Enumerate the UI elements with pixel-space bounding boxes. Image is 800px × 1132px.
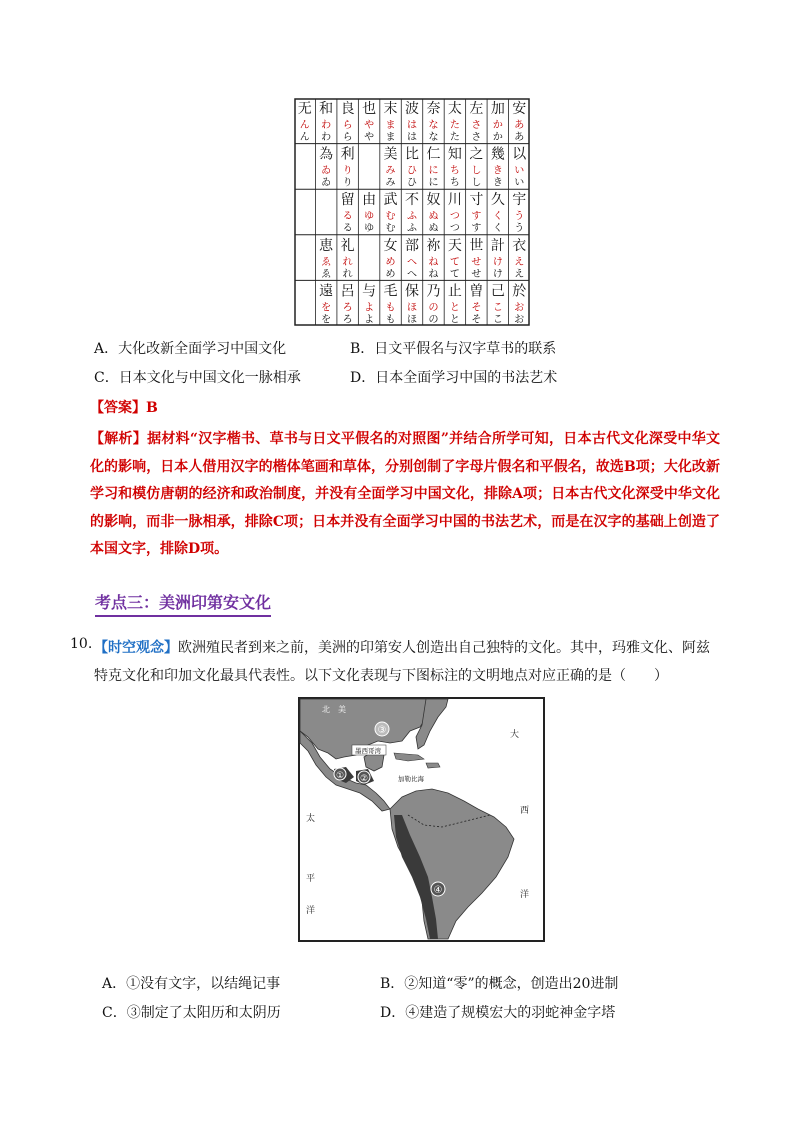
kana-cursive: め [385, 256, 396, 268]
kana-cursive: ゐ [321, 165, 332, 177]
kana-hiragana: て [449, 268, 460, 280]
question-stem [94, 634, 720, 690]
kana-kanji: 毛 [383, 283, 398, 300]
kana-hiragana: へ [407, 268, 417, 280]
kana-kanji: 知 [447, 146, 462, 163]
kana-kanji: 為 [319, 146, 334, 163]
kana-hiragana: さ [471, 132, 482, 143]
kana-kanji: 世 [469, 237, 484, 254]
kana-kanji: 川 [447, 192, 462, 209]
q10-option-c: C．③制定了太阳历和太阴历 [102, 1005, 281, 1021]
kana-hiragana: き [492, 177, 503, 189]
kana-hiragana: め [385, 268, 396, 280]
kana-hiragana: し [471, 177, 482, 189]
kana-hiragana: の [428, 314, 439, 326]
kana-kanji: 良 [340, 101, 355, 117]
kana-hiragana: み [385, 177, 396, 189]
kana-kanji: 礼 [340, 237, 355, 254]
kana-kanji: 於 [512, 283, 527, 300]
kana-kanji: 奴 [426, 192, 441, 209]
kana-hiragana: む [385, 223, 396, 235]
q9-option-c: C．日本文化与中国文化一脉相承 [94, 370, 301, 386]
kana-kanji: 止 [447, 283, 462, 300]
marker-3-label: ③ [377, 725, 387, 736]
kana-kanji: 由 [362, 192, 377, 209]
kana-hiragana: ふ [407, 223, 417, 235]
kana-kanji: 与 [362, 283, 377, 300]
analysis-paragraph [90, 426, 720, 564]
kana-cursive: る [342, 211, 353, 223]
kana-cursive: ね [428, 256, 439, 268]
kana-kanji: 祢 [426, 237, 441, 254]
q9-option-a: A．大化改新全面学习中国文化 [94, 341, 287, 357]
kana-kanji: 天 [447, 237, 462, 254]
analysis-tag: 【解析】 [90, 431, 148, 447]
kana-hiragana: ん [299, 132, 310, 143]
kana-kanji: 女 [383, 237, 398, 254]
kana-cursive: そ [471, 302, 482, 314]
question-number: 10. [70, 636, 93, 652]
kana-kanji: 己 [490, 283, 505, 300]
kana-cursive: の [428, 302, 439, 314]
q10-option-d: D．④建造了规模宏大的羽蛇神金字塔 [380, 1005, 616, 1021]
marker-2-label: ② [359, 774, 369, 784]
kana-cursive: へ [407, 256, 417, 268]
kana-kanji: 末 [383, 101, 398, 117]
kana-kanji: 仁 [426, 146, 441, 163]
kana-kanji: 也 [362, 101, 377, 117]
kana-kanji: 恵 [319, 237, 334, 254]
kana-cursive: れ [342, 256, 353, 268]
kana-hiragana: わ [321, 132, 332, 143]
kana-kanji: 奈 [426, 101, 441, 117]
americas-map-graphic [298, 697, 545, 942]
kana-cursive: い [514, 165, 525, 177]
kana-hiragana: た [449, 132, 460, 143]
kana-hiragana: る [342, 223, 353, 235]
kana-cursive: ひ [407, 165, 417, 177]
kana-cursive: あ [514, 120, 525, 131]
kana-cursive: か [492, 120, 503, 131]
kana-cursive: り [342, 165, 353, 177]
kana-cursive: と [449, 302, 460, 314]
kana-cursive: き [492, 165, 503, 177]
kana-hiragana: え [514, 268, 525, 280]
kana-cursive: や [364, 120, 375, 131]
kana-kanji: 留 [340, 192, 355, 209]
q9-option-d: D．日本全面学习中国的书法艺术 [350, 370, 558, 386]
label-atlantic-3: 洋 [520, 890, 530, 900]
q10-option-b: B．②知道“零”的概念，创造出20进制 [380, 976, 619, 992]
kana-hiragana: ち [449, 177, 460, 189]
kana-hiragana: ほ [407, 314, 417, 326]
analysis-text: 据材料“汉字楷书、草书与日文平假名的对照图”并结合所学可知，日本古代文化深受中华文化的影响，日本人借用汉字的楷体笔画和草体，分别创制了字母片假名和平假名，故选B项；大化改新学习和模仿唐朝的经济和政治制度，并没有全面学习中国文化，排除A项；日本古代文化深受中华文化的影响，而非一脉相承，排除C项；日本并没有全面学习中国的书法艺术，而是在汉字的基础上创造了本国文字，排除D项。 [90, 431, 721, 557]
kana-cursive: む [385, 211, 396, 223]
kana-kanji: 幾 [490, 146, 505, 163]
kana-kanji: 加 [490, 101, 505, 117]
question-tag: 【时空观念】 [94, 640, 178, 656]
kana-cursive: ん [299, 120, 310, 131]
kana-cursive: よ [364, 302, 375, 314]
answer-line: 【答案】B [90, 400, 158, 416]
label-atlantic-2: 西 [520, 806, 530, 816]
kana-hiragana: お [514, 314, 525, 326]
kana-cursive: ゆ [364, 211, 375, 223]
marker-1-label: ① [335, 771, 345, 781]
kana-hiragana: を [321, 314, 332, 326]
kana-kanji: 計 [490, 237, 505, 254]
kana-cursive: て [449, 256, 460, 268]
kana-cursive: ほ [407, 302, 417, 314]
kana-cursive: う [514, 211, 525, 223]
kana-hiragana: や [364, 132, 375, 143]
kana-hiragana: と [449, 314, 460, 326]
kana-cursive: さ [471, 120, 482, 131]
kana-cursive: も [385, 302, 396, 314]
label-north-america: 北 美 [322, 705, 346, 714]
kana-kanji: 久 [490, 192, 505, 209]
kana-hiragana: よ [364, 314, 375, 326]
kana-kanji: 部 [405, 237, 419, 254]
kana-kanji: 太 [447, 101, 462, 117]
q10-option-a: A．①没有文字，以结绳记事 [102, 976, 281, 992]
kana-hiragana: そ [471, 314, 482, 326]
kana-kanji: 波 [405, 101, 419, 117]
kana-hiragana: ま [385, 132, 396, 143]
kana-kanji: 以 [512, 146, 527, 163]
kana-cursive: ぬ [428, 211, 439, 223]
kana-kanji: 比 [405, 146, 419, 163]
kana-cursive: し [471, 165, 482, 177]
kana-cursive: ま [385, 120, 396, 131]
kana-cursive: み [385, 165, 396, 177]
kana-hiragana: ね [428, 268, 439, 280]
kana-hiragana: は [407, 132, 417, 143]
q9-option-b: B．日文平假名与汉字草书的联系 [350, 341, 557, 357]
kana-cursive: ら [342, 120, 353, 131]
kana-cursive: つ [449, 211, 460, 223]
kana-hiragana: ゑ [321, 268, 332, 280]
kana-cursive: ち [449, 165, 460, 177]
kana-cursive: お [514, 302, 525, 314]
kana-hiragana: に [428, 177, 439, 189]
kana-kanji: 和 [319, 101, 334, 117]
kana-kanji: 曽 [469, 283, 484, 300]
kana-hiragana: あ [514, 132, 525, 143]
kana-hiragana: も [385, 314, 396, 326]
kana-cursive: ゑ [321, 256, 332, 268]
hispaniola-island [426, 763, 440, 768]
label-pacific-3: 洋 [306, 906, 316, 916]
kana-hiragana: つ [449, 223, 460, 235]
kana-hiragana: な [428, 132, 439, 143]
kana-kanji: 乃 [426, 283, 441, 300]
kana-cursive: く [492, 211, 503, 223]
kana-kanji: 寸 [469, 192, 484, 209]
label-atlantic-1: 大 [510, 730, 520, 740]
kana-hiragana: い [514, 177, 525, 189]
kana-hiragana: こ [492, 314, 503, 326]
kana-cursive: は [407, 120, 417, 131]
label-caribbean: 加勒比海 [398, 775, 424, 783]
kana-kanji: 遠 [319, 283, 334, 300]
kana-cursive: け [492, 256, 503, 268]
kana-cursive: せ [471, 256, 482, 268]
kana-kanji: 宇 [512, 192, 527, 209]
kana-kanji: 安 [512, 101, 527, 117]
kana-cursive: こ [492, 302, 503, 314]
kana-hiragana: う [514, 223, 525, 235]
kana-cursive: ふ [407, 211, 417, 223]
kana-kanji: 呂 [340, 283, 355, 300]
kana-hiragana: く [492, 223, 503, 235]
section-heading: 考点三：美洲印第安文化 [95, 590, 271, 617]
kana-hiragana: か [492, 132, 503, 143]
kana-cursive: た [449, 120, 460, 131]
kana-kanji: 保 [405, 283, 419, 300]
kana-table-graphic [294, 98, 530, 326]
kana-kanji: 之 [469, 146, 484, 163]
kana-kanji: 衣 [512, 237, 527, 254]
label-pacific-1: 太 [306, 814, 316, 824]
label-gulf: 墨西哥湾 [355, 747, 381, 755]
kana-hiragana: せ [471, 268, 482, 280]
question-text: 欧洲殖民者到来之前，美洲的印第安人创造出自己独特的文化。其中，玛雅文化、阿兹特克文化和印加文化最具代表性。以下文化表现与下图标注的文明地点对应正确的是（ ） [94, 640, 710, 684]
kana-hiragana: ゆ [364, 223, 375, 235]
kana-hiragana: り [342, 177, 353, 189]
kana-hiragana: ろ [342, 314, 353, 326]
kana-cursive: を [321, 302, 332, 314]
kana-cursive: わ [321, 120, 332, 131]
kana-cursive: え [514, 256, 525, 268]
kana-cursive: す [471, 211, 482, 223]
kana-kanji: 利 [340, 146, 355, 163]
kana-kanji: 美 [383, 146, 398, 163]
kana-hiragana: ひ [407, 177, 417, 189]
kana-kanji: 武 [383, 192, 398, 209]
kana-hiragana: け [492, 268, 503, 280]
kana-kanji: 左 [469, 101, 484, 117]
kana-cursive: な [428, 120, 439, 131]
kana-hiragana: ゐ [321, 177, 332, 189]
kana-hiragana: れ [342, 268, 353, 280]
kana-hiragana: す [471, 223, 482, 235]
kana-kanji: 无 [297, 101, 312, 117]
kana-hiragana: ら [342, 132, 353, 143]
kana-comparison-table [294, 98, 530, 326]
label-pacific-2: 平 [306, 874, 316, 884]
kana-cursive: ろ [342, 302, 353, 314]
kana-cursive: に [428, 165, 439, 177]
kana-kanji: 不 [405, 192, 419, 209]
americas-map [298, 697, 545, 942]
kana-hiragana: ぬ [428, 223, 439, 235]
marker-4-label: ④ [433, 885, 443, 896]
